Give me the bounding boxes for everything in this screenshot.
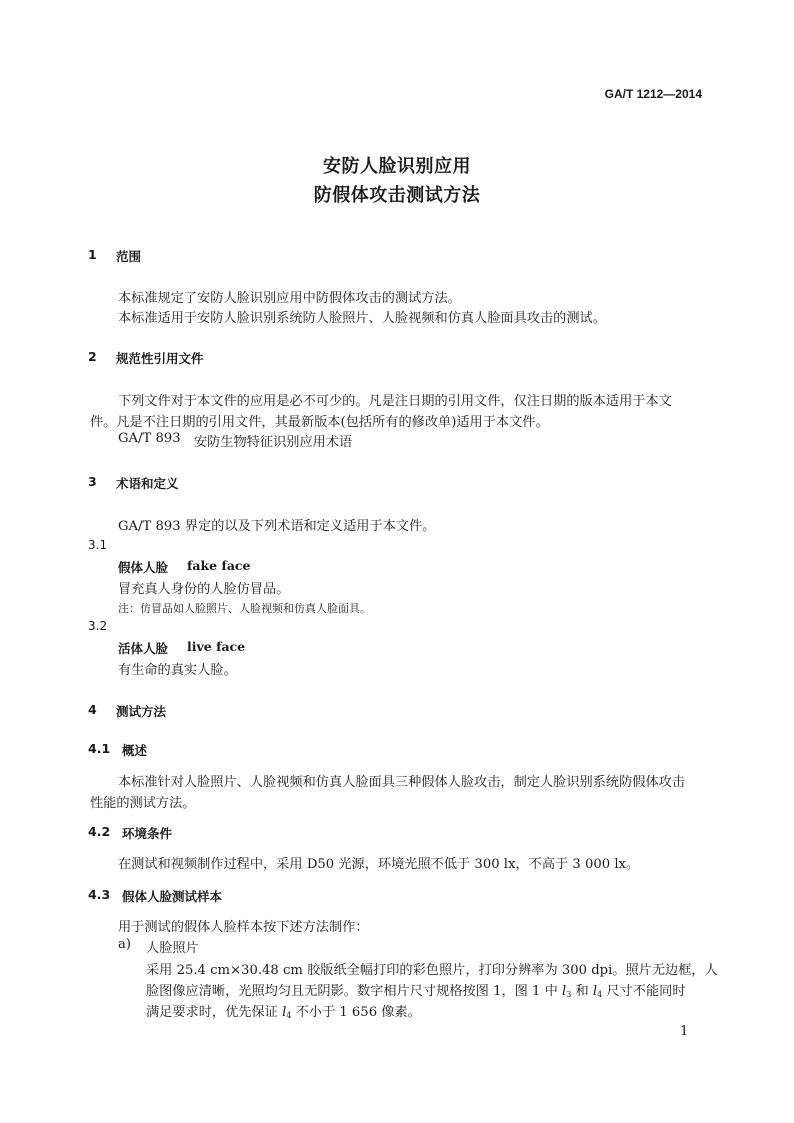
term-3-2-en: live face (187, 639, 246, 654)
section-4-title: 测试方法 (116, 704, 167, 719)
line-3-post: 不小于 1 656 像素。 (291, 1005, 421, 1020)
section-1-para-2: 本标准适用于安防人脸识别系统防人脸照片、人脸视频和仿真人脸面具攻击的测试。 (118, 311, 606, 326)
sub-4-b: 4 (286, 1011, 292, 1020)
section-4-2-para: 在测试和视频制作过程中，采用 D50 光源，环境光照不低于 300 lx，不高于 3 000 lx。 (118, 857, 640, 872)
page-number: 1 (680, 1024, 689, 1039)
section-4-3-para: 用于测试的假体人脸样本按下述方法制作： (118, 920, 369, 935)
line-3-pre: 满足要求时，优先保证 (146, 1005, 283, 1020)
section-1-title: 范围 (116, 249, 142, 264)
section-2-para-1b: 件。凡是不注日期的引用文件，其最新版本(包括所有的修改单)适用于本文件。 (90, 415, 549, 430)
section-4-1-number: 4.1 (88, 741, 111, 756)
var-l4-b: l (282, 1005, 287, 1020)
var-l4: l (592, 984, 598, 999)
sub-4: 4 (597, 990, 603, 999)
line-2-post: 尺寸不能同时 (602, 984, 686, 999)
sub-3: 3 (566, 990, 572, 999)
section-4-2-number: 4.2 (88, 824, 111, 839)
term-3-2-zh: 活体人脸 (118, 641, 169, 656)
list-item-a-label: a) (118, 937, 132, 952)
section-4-number: 4 (88, 702, 97, 717)
section-3-para-1: GA/T 893 界定的以及下列术语和定义适用于本文件。 (118, 519, 436, 534)
section-4-1-para-b: 性能的测试方法。 (90, 796, 196, 811)
term-3-1-en: fake face (187, 558, 251, 573)
term-3-1-zh: 假体人脸 (118, 560, 169, 575)
list-item-a-line-2 (146, 980, 686, 999)
line-2-pre: 脸图像应清晰，光照均匀且无阴影。数字相片尺寸规格按图 1，图 1 中 (146, 984, 562, 999)
section-4-1-para-a: 本标准针对人脸照片、人脸视频和仿真人脸面具三种假体人脸攻击，制定人脸识别系统防假体攻击 (118, 775, 686, 790)
term-3-2-number: 3.2 (88, 619, 108, 633)
section-4-3-title: 假体人脸测试样本 (122, 889, 223, 904)
section-3-number: 3 (88, 474, 97, 489)
term-3-1-note: 注：仿冒品如人脸照片、人脸视频和仿真人脸面具。 (118, 602, 371, 615)
title-line-2: 防假体攻击测试方法 (313, 185, 481, 206)
section-4-3-number: 4.3 (88, 887, 111, 902)
section-2-para-1a: 下列文件对于本文件的应用是必不可少的。凡是注日期的引用文件，仅注日期的版本适用于本文 (118, 394, 672, 409)
list-item-a-line-1: 采用 25.4 cm×30.48 cm 胶版纸全幅打印的彩色照片，打印分辨率为 300 dpi。照片无边框，人 (146, 963, 718, 978)
term-3-1-definition: 冒充真人身份的人脸仿冒品。 (118, 582, 290, 597)
term-3-2-definition: 有生命的真实人脸。 (118, 663, 237, 678)
section-3-title: 术语和定义 (116, 476, 179, 491)
list-item-a-line-3 (146, 1001, 421, 1020)
reference-code: GA/T 893 (118, 431, 181, 446)
section-4-1-title: 概述 (122, 743, 148, 758)
standard-code: GA/T 1212—2014 (604, 87, 702, 101)
section-1-para-1: 本标准规定了安防人脸识别应用中防假体攻击的测试方法。 (118, 291, 461, 306)
var-l3: l (561, 984, 567, 999)
reference-title: 安防生物特征识别应用术语 (194, 435, 353, 450)
section-1-number: 1 (88, 247, 97, 262)
title-line-1: 安防人脸识别应用 (323, 156, 471, 177)
term-3-1-number: 3.1 (88, 538, 108, 552)
line-2-mid: 和 (571, 984, 593, 999)
list-item-a-title: 人脸照片 (146, 941, 199, 956)
section-2-number: 2 (88, 349, 97, 364)
section-2-title: 规范性引用文件 (116, 351, 204, 366)
section-4-2-title: 环境条件 (122, 826, 173, 841)
